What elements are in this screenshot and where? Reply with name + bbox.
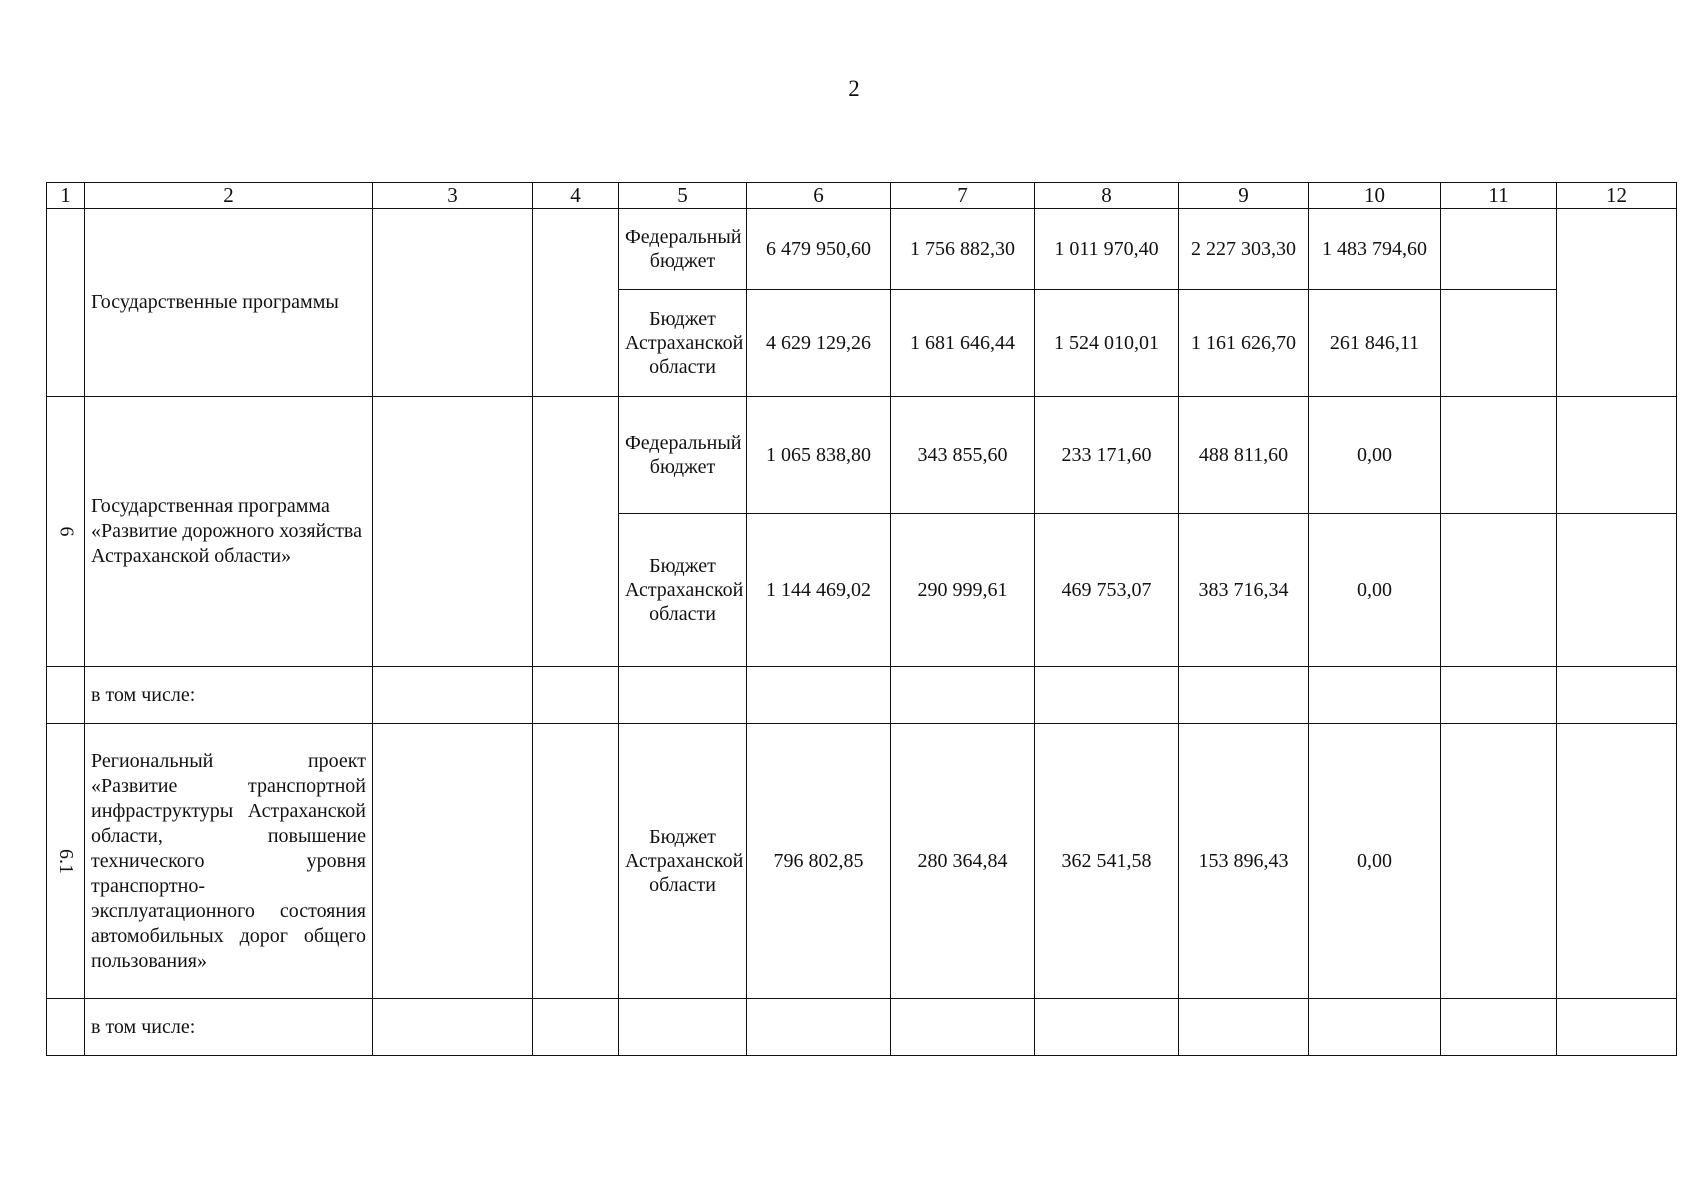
empty-cell bbox=[1557, 514, 1677, 667]
column-number-row bbox=[47, 183, 1677, 209]
empty-cell bbox=[619, 999, 747, 1056]
including-label: в том числе: bbox=[85, 667, 373, 724]
value-cell: 0,00 bbox=[1309, 397, 1441, 514]
column-number: 7 bbox=[891, 183, 1035, 209]
value-cell: 343 855,60 bbox=[891, 397, 1035, 514]
empty-cell bbox=[373, 667, 533, 724]
row-name: Региональный проект «Развитие транспортной инфраструктуры Астраханской области, повышение технического уровня транспортно-эксплуатационного состояния автомобильных дорог общего пользования» bbox=[85, 724, 373, 999]
value-cell: 796 802,85 bbox=[747, 724, 891, 999]
value-cell: 1 144 469,02 bbox=[747, 514, 891, 667]
row-name: Государственные программы bbox=[85, 209, 373, 397]
value-cell: 0,00 bbox=[1309, 514, 1441, 667]
column-number: 2 bbox=[85, 183, 373, 209]
value-cell: 1 011 970,40 bbox=[1035, 209, 1179, 290]
empty-cell bbox=[373, 724, 533, 999]
empty-cell bbox=[891, 667, 1035, 724]
value-cell: 290 999,61 bbox=[891, 514, 1035, 667]
column-number: 3 bbox=[373, 183, 533, 209]
funding-source: Бюджет Астраханской области bbox=[619, 290, 747, 397]
empty-cell bbox=[373, 209, 533, 397]
empty-cell bbox=[747, 667, 891, 724]
empty-cell bbox=[619, 667, 747, 724]
funding-source: Бюджет Астраханской области bbox=[619, 514, 747, 667]
value-cell: 469 753,07 bbox=[1035, 514, 1179, 667]
page-number: 2 bbox=[848, 76, 860, 101]
table-row bbox=[47, 667, 1677, 724]
empty-cell bbox=[1441, 397, 1557, 514]
value-cell: 1 161 626,70 bbox=[1179, 290, 1309, 397]
empty-cell bbox=[1309, 667, 1441, 724]
empty-cell bbox=[373, 397, 533, 667]
value-cell: 1 756 882,30 bbox=[891, 209, 1035, 290]
empty-cell bbox=[891, 999, 1035, 1056]
empty-cell bbox=[533, 209, 619, 397]
row-name: Государственная программа «Развитие дорожного хозяйства Астраханской области» bbox=[85, 397, 373, 667]
empty-cell bbox=[1441, 999, 1557, 1056]
empty-cell bbox=[533, 999, 619, 1056]
column-number: 9 bbox=[1179, 183, 1309, 209]
empty-cell bbox=[373, 999, 533, 1056]
empty-cell bbox=[1441, 667, 1557, 724]
column-number: 8 bbox=[1035, 183, 1179, 209]
value-cell: 1 524 010,01 bbox=[1035, 290, 1179, 397]
empty-cell bbox=[533, 667, 619, 724]
empty-cell bbox=[1309, 999, 1441, 1056]
table-row bbox=[47, 209, 1677, 290]
empty-cell bbox=[47, 999, 85, 1056]
empty-cell bbox=[1179, 999, 1309, 1056]
empty-cell bbox=[1557, 397, 1677, 514]
empty-cell bbox=[1557, 999, 1677, 1056]
value-cell: 1 065 838,80 bbox=[747, 397, 891, 514]
empty-cell bbox=[1441, 209, 1557, 290]
value-cell: 1 681 646,44 bbox=[891, 290, 1035, 397]
value-cell: 4 629 129,26 bbox=[747, 290, 891, 397]
table-row bbox=[47, 397, 1677, 514]
value-cell: 488 811,60 bbox=[1179, 397, 1309, 514]
value-cell: 0,00 bbox=[1309, 724, 1441, 999]
funding-source: Федеральный бюджет bbox=[619, 209, 747, 290]
value-cell: 1 483 794,60 bbox=[1309, 209, 1441, 290]
empty-cell bbox=[47, 667, 85, 724]
column-number: 1 bbox=[47, 183, 85, 209]
funding-source: Бюджет Астраханской области bbox=[619, 724, 747, 999]
funding-source: Федеральный бюджет bbox=[619, 397, 747, 514]
table-row bbox=[47, 999, 1677, 1056]
empty-cell bbox=[747, 999, 891, 1056]
including-label: в том числе: bbox=[85, 999, 373, 1056]
empty-cell bbox=[1035, 999, 1179, 1056]
column-number: 12 bbox=[1557, 183, 1677, 209]
empty-cell bbox=[1179, 667, 1309, 724]
row-index: 6.1 bbox=[47, 724, 85, 999]
empty-cell bbox=[1441, 290, 1557, 397]
column-number: 6 bbox=[747, 183, 891, 209]
value-cell: 2 227 303,30 bbox=[1179, 209, 1309, 290]
empty-cell bbox=[533, 724, 619, 999]
value-cell: 280 364,84 bbox=[891, 724, 1035, 999]
value-cell: 6 479 950,60 bbox=[747, 209, 891, 290]
value-cell: 153 896,43 bbox=[1179, 724, 1309, 999]
empty-cell bbox=[1035, 667, 1179, 724]
column-number: 5 bbox=[619, 183, 747, 209]
table-row bbox=[47, 724, 1677, 999]
empty-cell bbox=[1557, 667, 1677, 724]
column-number: 10 bbox=[1309, 183, 1441, 209]
row-index: 6 bbox=[47, 397, 85, 667]
value-cell: 233 171,60 bbox=[1035, 397, 1179, 514]
empty-cell bbox=[1441, 514, 1557, 667]
row-index bbox=[47, 209, 85, 397]
empty-cell bbox=[1557, 209, 1677, 397]
value-cell: 383 716,34 bbox=[1179, 514, 1309, 667]
empty-cell bbox=[533, 397, 619, 667]
budget-table bbox=[46, 182, 1677, 1056]
value-cell: 362 541,58 bbox=[1035, 724, 1179, 999]
empty-cell bbox=[1557, 724, 1677, 999]
column-number: 11 bbox=[1441, 183, 1557, 209]
column-number: 4 bbox=[533, 183, 619, 209]
value-cell: 261 846,11 bbox=[1309, 290, 1441, 397]
empty-cell bbox=[1441, 724, 1557, 999]
